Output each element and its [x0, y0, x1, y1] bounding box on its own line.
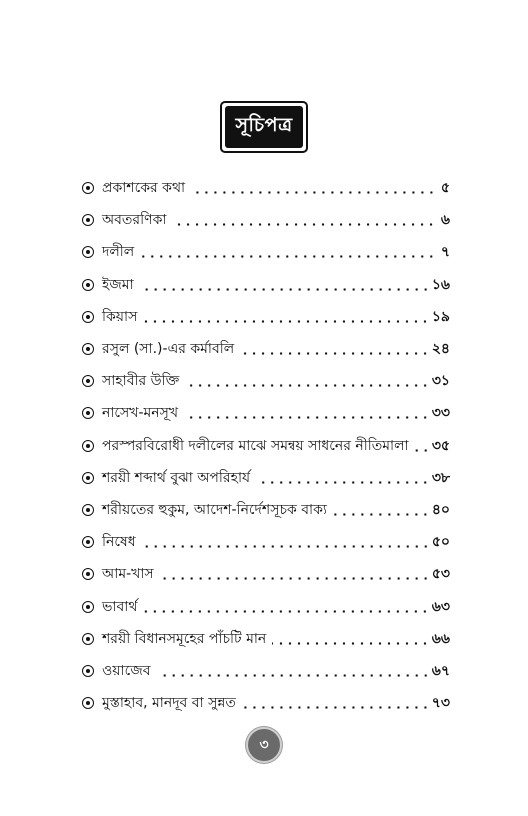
toc-entry-page: ৫৩	[431, 566, 450, 583]
toc-row	[82, 301, 450, 333]
toc-row	[82, 269, 450, 301]
dot-leader	[256, 481, 430, 484]
dot-leader	[140, 288, 430, 291]
toc-row	[82, 558, 450, 590]
toc-entry-page: ৬৬	[431, 630, 450, 647]
toc-entry-page: ৩১	[431, 373, 450, 390]
toc-entry-label: কিয়াস	[102, 308, 138, 325]
toc-entry-label: শরীয়তের হুকুম, আদেশ-নির্দেশসূচক বাক্য	[102, 501, 327, 518]
circle-bullet-icon	[82, 601, 94, 613]
dot-leader	[140, 255, 436, 258]
toc-entry-page: ১৬	[431, 276, 450, 293]
dot-leader	[240, 352, 430, 355]
circle-bullet-icon	[82, 343, 94, 355]
toc-title: সূচিপত্র	[225, 106, 303, 148]
circle-bullet-icon	[82, 697, 94, 709]
dot-leader	[191, 191, 436, 194]
dot-leader	[272, 642, 429, 645]
table-of-contents	[82, 172, 450, 719]
dot-leader	[160, 577, 430, 580]
circle-bullet-icon	[82, 311, 94, 323]
toc-title-box	[220, 101, 308, 153]
toc-row	[82, 590, 450, 622]
dot-leader	[172, 223, 436, 226]
toc-entry-label: পরস্পরবিরোধী দলীলের মাঝে সমন্বয় সাধনের নীতিমালা	[102, 437, 409, 454]
toc-entry-label: অবতরণিকা	[102, 212, 167, 229]
toc-row	[82, 462, 450, 494]
toc-entry-page: ৬৩	[431, 598, 450, 615]
toc-row	[82, 236, 450, 268]
toc-entry-label: শরয়ী বিধানসমূহের পাঁচটি মান	[102, 630, 267, 647]
dot-leader	[157, 674, 430, 677]
toc-row	[82, 430, 450, 462]
toc-entry-page: ২৪	[431, 341, 450, 358]
circle-bullet-icon	[82, 246, 94, 258]
dot-leader	[142, 545, 430, 548]
toc-entry-page: ৫	[440, 180, 450, 197]
toc-entry-label: দলীল	[102, 244, 135, 261]
toc-entry-label: ভাবার্থ	[102, 598, 138, 615]
toc-entry-page: ৭	[440, 244, 450, 261]
toc-row	[82, 333, 450, 365]
toc-row	[82, 655, 450, 687]
circle-bullet-icon	[82, 375, 94, 387]
toc-entry-label: নাসেখ-মনসূখ	[102, 405, 179, 422]
page-number-badge: ৩	[246, 727, 282, 763]
toc-entry-page: ৩৮	[431, 469, 450, 486]
toc-row	[82, 526, 450, 558]
dot-leader	[143, 610, 429, 613]
toc-entry-label: সাহাবীর উক্তি	[102, 373, 180, 390]
dot-leader	[143, 320, 429, 323]
toc-row	[82, 687, 450, 719]
toc-entry-page: ৩৫	[431, 437, 450, 454]
toc-entry-label: প্রকাশকের কথা	[102, 180, 186, 197]
dot-leader	[242, 706, 430, 709]
circle-bullet-icon	[82, 504, 94, 516]
circle-bullet-icon	[82, 214, 94, 226]
toc-entry-label: নিষেধ	[102, 534, 136, 551]
toc-entry-page: ৬	[440, 212, 450, 229]
circle-bullet-icon	[82, 665, 94, 677]
toc-row	[82, 494, 450, 526]
toc-row	[82, 397, 450, 429]
toc-entry-page: ১৯	[431, 308, 450, 325]
toc-entry-label: আম-খাস	[102, 566, 154, 583]
toc-row	[82, 623, 450, 655]
toc-entry-label: ওয়াজেব	[102, 662, 151, 679]
circle-bullet-icon	[82, 568, 94, 580]
toc-entry-page: ৪০	[431, 501, 450, 518]
toc-entry-label: মুস্তাহাব, মানদূব বা সুন্নত	[102, 695, 236, 712]
toc-entry-label: ইজমা	[102, 276, 134, 293]
toc-row	[82, 172, 450, 204]
dot-leader	[333, 513, 430, 516]
toc-row	[82, 204, 450, 236]
toc-row	[82, 365, 450, 397]
toc-entry-page: ৩৩	[431, 405, 450, 422]
circle-bullet-icon	[82, 472, 94, 484]
dot-leader	[184, 416, 430, 419]
circle-bullet-icon	[82, 440, 94, 452]
circle-bullet-icon	[82, 633, 94, 645]
dot-leader	[415, 449, 430, 452]
circle-bullet-icon	[82, 536, 94, 548]
dot-leader	[185, 384, 430, 387]
circle-bullet-icon	[82, 407, 94, 419]
toc-entry-page: ৭৩	[431, 695, 450, 712]
toc-entry-page: ৬৭	[431, 662, 450, 679]
circle-bullet-icon	[82, 279, 94, 291]
circle-bullet-icon	[82, 182, 94, 194]
toc-entry-page: ৫০	[431, 534, 450, 551]
toc-entry-label: শরয়ী শব্দার্থ বুঝা অপরিহার্য	[102, 469, 251, 486]
toc-entry-label: রসুল (সা.)-এর কর্মাবলি	[102, 341, 235, 358]
